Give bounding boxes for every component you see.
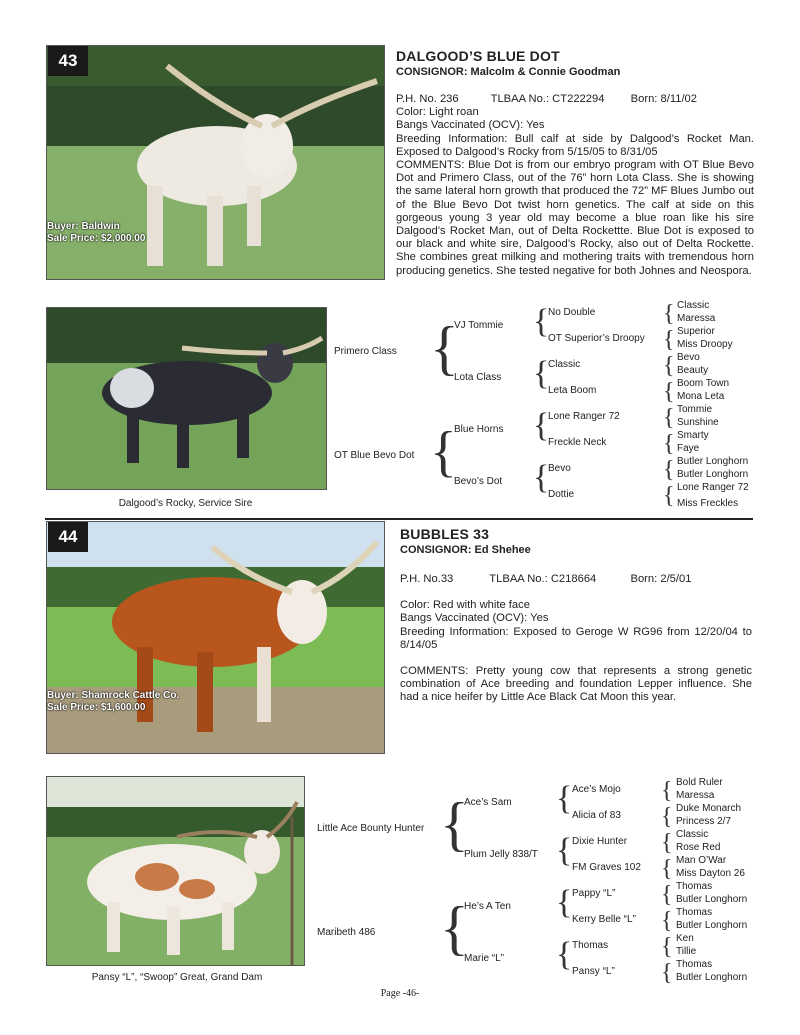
sire-caption: Dalgood’s Rocky, Service Sire xyxy=(118,498,253,509)
pedigree-brace: { xyxy=(663,431,675,457)
pedigree-g4: Rose Red xyxy=(676,842,721,853)
color-info: Color: Light roan xyxy=(396,106,479,119)
pedigree-g3: Dixie Hunter xyxy=(572,836,628,847)
pedigree-g4: Smarty xyxy=(677,430,709,441)
born-date: Born: 8/11/02 xyxy=(630,93,697,105)
lot-title: DALGOOD’S BLUE DOT xyxy=(396,48,560,64)
ph-number: P.H. No. 236 xyxy=(396,93,459,105)
pedigree-brace: { xyxy=(533,303,550,340)
pedigree-g4: Thomas xyxy=(676,881,713,892)
pedigree-sire: Little Ace Bounty Hunter xyxy=(317,823,425,834)
pedigree-brace: { xyxy=(533,355,550,392)
lot-title: BUBBLES 33 xyxy=(400,526,490,542)
page-number: Page -46- xyxy=(380,988,420,999)
pedigree-brace: { xyxy=(663,327,675,353)
sale-price: Sale Price: $1,600.00 xyxy=(47,702,146,713)
pedigree-brace: { xyxy=(661,830,673,856)
tlbaa-number: TLBAA No.: C218664 xyxy=(489,573,597,585)
lot-description xyxy=(396,93,754,278)
pedigree-brace: { xyxy=(663,353,675,379)
pedigree-brace: { xyxy=(663,301,675,327)
pedigree-g4: Miss Dayton 26 xyxy=(676,868,745,879)
pedigree-brace: { xyxy=(663,405,675,431)
comments: COMMENTS: Blue Dot is from our embryo program with OT Blue Bevo Dot and Primero Class, out of the 76” horn Lota Class. She is showing the same lateral horn growth that produced the 72” MF Blues Jumbo out of the Blue Bevo Dot twist horn genetics. The calf at side on this gorgeous young 3 year old may become a blue roan like his sire Dalgood’s Rocket Man, out of Delta Rockettte. Blue Dot is exposed to our black and white sire, Dalgood’s Rocky, also out of Delta Rockette. She combines great milking and mothering traits with tremendous horn producing genetics. She tested negative for both Johnes and Neospora. xyxy=(396,159,754,277)
pedigree-g4: Duke Monarch xyxy=(676,803,742,814)
pedigree-brace: { xyxy=(430,315,459,381)
pedigree-brace: { xyxy=(661,908,673,934)
pedigree-g3: Pansy “L” xyxy=(572,966,615,977)
pedigree-brace: { xyxy=(661,882,673,908)
pedigree-g4: Mona Leta xyxy=(677,391,725,402)
pedigree-g4: Man O’War xyxy=(676,855,727,866)
pedigree-g3: Alicia of 83 xyxy=(572,810,621,821)
pedigree-g4: Maressa xyxy=(676,790,715,801)
pedigree-brace: { xyxy=(661,934,673,960)
bangs-info: Bangs Vaccinated (OCV): Yes xyxy=(400,612,549,625)
pedigree-dam: Maribeth 486 xyxy=(317,927,376,938)
color-info: Color: Red with white face xyxy=(400,599,530,612)
pedigree-g3: Freckle Neck xyxy=(548,437,607,448)
pedigree-g4: Tommie xyxy=(677,404,713,415)
pedigree-g4: Butler Longhorn xyxy=(676,972,748,983)
pedigree-g4: Faye xyxy=(677,443,700,454)
pedigree-g4: Bevo xyxy=(677,352,700,363)
pedigree-g3: No Double xyxy=(548,307,596,318)
pedigree-g3: Classic xyxy=(548,359,581,370)
pedigree-brace: { xyxy=(661,960,673,986)
sale-price: Sale Price: $2,000.00 xyxy=(47,233,146,244)
ph-number: P.H. No.33 xyxy=(400,573,454,585)
pedigree-g4: Thomas xyxy=(676,907,713,918)
pedigree-g3: Dottie xyxy=(548,489,575,500)
pedigree-dam: OT Blue Bevo Dot xyxy=(334,450,415,461)
pedigree-brace: { xyxy=(661,804,673,830)
registration-line xyxy=(400,573,752,586)
pedigree-brace: { xyxy=(533,459,550,496)
pedigree-g3: Lone Ranger 72 xyxy=(548,411,620,422)
lot-description xyxy=(400,573,752,705)
lot44-cow-photo xyxy=(46,521,385,754)
breeding-info: Breeding Information: Bull calf at side by Dalgood’s Rocket Man. Exposed to Dalgood’s Rocky from 5/15/05 to 8/31/05 xyxy=(396,132,754,158)
pedigree-g3: Leta Boom xyxy=(548,385,597,396)
pedigree-g4: Butler Longhorn xyxy=(676,894,748,905)
pedigree-g2: Plum Jelly 838/T xyxy=(464,849,538,860)
lot43-sire-photo xyxy=(46,307,327,490)
buyer-name: Buyer: Baldwin xyxy=(47,221,120,232)
pedigree-g3: Ace’s Mojo xyxy=(572,784,621,795)
pedigree-g2: He’s A Ten xyxy=(464,901,511,912)
dam-caption: Pansy “L”, “Swoop” Great, Grand Dam xyxy=(91,972,263,983)
breeding-info: Breeding Information: Exposed to Geroge W RG96 from 12/20/04 to 8/14/05 xyxy=(400,625,752,651)
pedigree-g4: Beauty xyxy=(677,365,709,376)
buyer-name: Buyer: Shamrock Cattle Co. xyxy=(47,690,180,701)
pedigree-g4: Classic xyxy=(677,300,710,311)
pedigree-brace: { xyxy=(556,832,573,869)
pedigree-g3: FM Graves 102 xyxy=(572,862,641,873)
pedigree-brace: { xyxy=(661,778,673,804)
tlbaa-number: TLBAA No.: CT222294 xyxy=(490,93,605,105)
pedigree-brace: { xyxy=(663,457,675,483)
pedigree-g3: Pappy “L” xyxy=(572,888,616,899)
buyer-info xyxy=(47,690,179,714)
pedigree-g4: Lone Ranger 72 xyxy=(677,482,749,493)
pedigree-g2: Blue Horns xyxy=(454,424,504,435)
cow-image xyxy=(47,777,304,965)
pedigree-brace: { xyxy=(556,780,573,817)
lot44-dam-photo xyxy=(46,776,305,966)
pedigree-brace: { xyxy=(440,791,469,857)
buyer-info xyxy=(47,221,145,245)
pedigree-g4: Classic xyxy=(676,829,709,840)
pedigree-g3: Kerry Belle “L” xyxy=(572,914,636,925)
pedigree-g4: Bold Ruler xyxy=(676,777,723,788)
pedigree-g2: Ace’s Sam xyxy=(464,797,512,808)
pedigree-brace: { xyxy=(663,483,675,509)
pedigree-g2: Bevo’s Dot xyxy=(454,476,503,487)
pedigree-g4: Thomas xyxy=(676,959,713,970)
pedigree-brace: { xyxy=(663,379,675,405)
lot-number-badge: 44 xyxy=(48,522,88,552)
pedigree-brace: { xyxy=(440,895,469,961)
pedigree-g3: Thomas xyxy=(572,940,609,951)
bangs-info: Bangs Vaccinated (OCV): Yes xyxy=(396,119,545,132)
pedigree-g4: Butler Longhorn xyxy=(677,469,749,480)
pedigree-sire: Primero Class xyxy=(334,346,397,357)
pedigree-g4: Boom Town xyxy=(677,378,730,389)
pedigree-g4: Miss Freckles xyxy=(677,498,739,509)
pedigree-g4: Maressa xyxy=(677,313,716,324)
pedigree-brace: { xyxy=(556,884,573,921)
pedigree-g4: Superior xyxy=(677,326,715,337)
registration-line xyxy=(396,93,754,106)
pedigree-g2: VJ Tommie xyxy=(454,320,504,331)
pedigree-brace: { xyxy=(556,936,573,973)
section-divider xyxy=(45,518,753,520)
pedigree-brace: { xyxy=(430,421,457,483)
pedigree-g4: Tillie xyxy=(676,946,697,957)
pedigree-brace: { xyxy=(661,856,673,882)
pedigree-g2: Lota Class xyxy=(454,372,502,383)
pedigree-g3: OT Superior’s Droopy xyxy=(548,333,645,344)
consignor: CONSIGNOR: Ed Shehee xyxy=(400,544,531,556)
comments: COMMENTS: Pretty young cow that represents a strong genetic combination of Ace breeding and foundation Lepper influence. She had a nice heifer by Little Ace Black Cat Moon this year. xyxy=(400,665,752,704)
pedigree-g2: Marie “L” xyxy=(464,953,505,964)
pedigree-g4: Butler Longhorn xyxy=(677,456,749,467)
pedigree-g4: Miss Droopy xyxy=(677,339,733,350)
pedigree-g4: Ken xyxy=(676,933,694,944)
pedigree-g4: Princess 2/7 xyxy=(676,816,732,827)
pedigree-brace: { xyxy=(533,407,550,444)
lot-number-badge: 43 xyxy=(48,46,88,76)
longhorn-cow-image xyxy=(47,522,384,753)
consignor: CONSIGNOR: Malcolm & Connie Goodman xyxy=(396,66,621,78)
pedigree-g3: Bevo xyxy=(548,463,571,474)
pedigree-g4: Butler Longhorn xyxy=(676,920,748,931)
pedigree-g4: Sunshine xyxy=(677,417,719,428)
bull-image xyxy=(47,308,326,489)
born-date: Born: 2/5/01 xyxy=(630,573,692,585)
